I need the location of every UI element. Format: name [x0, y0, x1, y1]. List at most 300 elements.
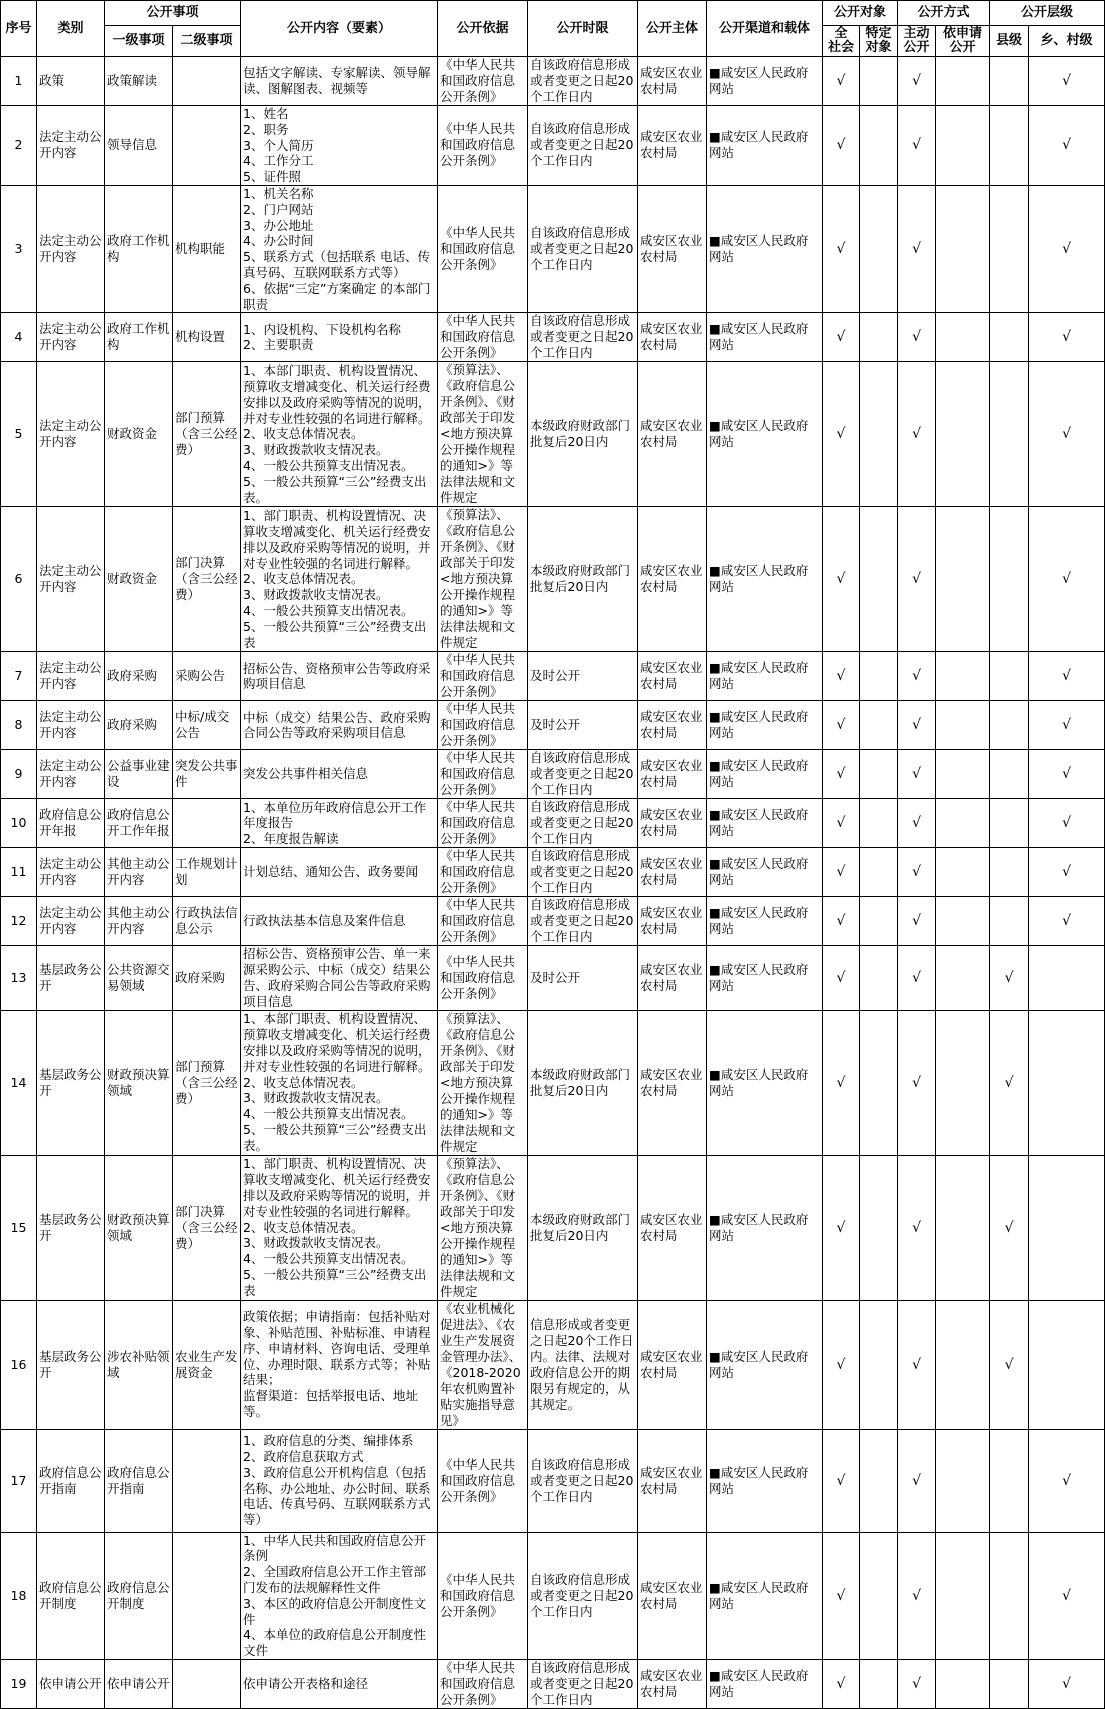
row-content: 政策依据；申请指南：包括补贴对象、补贴范围、补贴标准、申请程序、申请材料、咨询电话、受理单位、办理时限、联系方式等；补贴结果； 监督渠道：包括举报电话、地址等。	[241, 1300, 438, 1429]
row-basis: 《中华人民共和国政府信息公开条例》	[438, 799, 528, 848]
row-time-limit: 自该政府信息形成或者变更之日起20个工作日内	[528, 799, 638, 848]
row-level-town: √	[1029, 362, 1105, 507]
row-time-limit: 自该政府信息形成或者变更之日起20个工作日内	[528, 1659, 638, 1708]
row-level-county	[990, 313, 1029, 362]
row-method-active: √	[898, 1300, 936, 1429]
row-time-limit: 本级政府财政部门批复后20日内	[528, 1155, 638, 1300]
row-method-request	[936, 1659, 990, 1708]
table-row	[1, 848, 1105, 897]
row-content: 1、部门职责、机构设置情况、决算收支增减变化、机关运行经费安排以及政府采购等情况的说明，并对专业性较强的名词进行解释。 2、收支总体情况表。 3、财政拨款收支情况表。 4、一般公共预算支出情况表。 5、一般公共预算“三公”经费支出表	[241, 1155, 438, 1300]
row-seq: 2	[1, 106, 37, 186]
row-subject: 咸安区农业农村局	[638, 946, 707, 1010]
header-level: 公开层级	[990, 1, 1105, 26]
table-row	[1, 1659, 1105, 1708]
table-row	[1, 1155, 1105, 1300]
row-subject: 咸安区农业农村局	[638, 1010, 707, 1155]
row-target-specific	[860, 1659, 898, 1708]
row-method-active: √	[898, 1155, 936, 1300]
row-channel: ■咸安区人民政府网站	[707, 1155, 823, 1300]
row-target-all: √	[823, 313, 860, 362]
row-level-town: √	[1029, 897, 1105, 946]
row-channel: ■咸安区人民政府网站	[707, 1300, 823, 1429]
row-content: 1、本单位历年政府信息公开工作年度报告 2、年度报告解读	[241, 799, 438, 848]
row-method-active: √	[898, 507, 936, 652]
row-target-specific	[860, 57, 898, 106]
header-target: 公开对象	[823, 1, 898, 26]
row-target-specific	[860, 106, 898, 186]
row-content: 1、中华人民共和国政府信息公开条例 2、全国政府信息公开工作主管部门发布的法规解释性文件 3、本区的政府信息公开制度性文件 4、本单位的政府信息公开制度性文件	[241, 1532, 438, 1659]
row-level-town: √	[1029, 1659, 1105, 1708]
row-target-all: √	[823, 362, 860, 507]
row-content: 1、机关名称 2、门户网站 3、办公地址 4、办公时间 5、联系方式（包括联系 电话、传真号码、互联网联系方式等） 6、依据“三定”方案确定 的本部门职责	[241, 185, 438, 312]
row-time-limit: 自该政府信息形成或者变更之日起20个工作日内	[528, 897, 638, 946]
header-level2: 二级事项	[173, 26, 241, 57]
row-basis: 《中华人民共和国政府信息公开条例》	[438, 750, 528, 799]
header-method-active: 主动 公开	[898, 26, 936, 57]
row-level1: 财政资金	[105, 362, 173, 507]
row-method-active: √	[898, 1429, 936, 1532]
row-level1: 财政预决算领域	[105, 1155, 173, 1300]
row-channel: ■咸安区人民政府网站	[707, 652, 823, 701]
row-subject: 咸安区农业农村局	[638, 57, 707, 106]
row-channel: ■咸安区人民政府网站	[707, 185, 823, 312]
row-content: 1、内设机构、下设机构名称 2、主要职责	[241, 313, 438, 362]
row-level1: 政府工作机构	[105, 185, 173, 312]
header-subject: 公开主体	[638, 1, 707, 57]
row-level2	[173, 1659, 241, 1708]
row-method-request	[936, 362, 990, 507]
row-target-all: √	[823, 701, 860, 750]
row-channel: ■咸安区人民政府网站	[707, 1010, 823, 1155]
row-channel: ■咸安区人民政府网站	[707, 362, 823, 507]
row-subject: 咸安区农业农村局	[638, 362, 707, 507]
row-category: 基层政务公开	[37, 1155, 105, 1300]
row-target-all: √	[823, 1429, 860, 1532]
row-level-county	[990, 57, 1029, 106]
row-level-town: √	[1029, 799, 1105, 848]
row-seq: 9	[1, 750, 37, 799]
row-seq: 3	[1, 185, 37, 312]
row-category: 政府信息公开制度	[37, 1532, 105, 1659]
row-basis: 《预算法》、《政府信息公开条例》、《财政部关于印发<地方预决算公开操作规程的通知>》等法律法规和文件规定	[438, 507, 528, 652]
row-category: 基层政务公开	[37, 1010, 105, 1155]
row-level-town	[1029, 946, 1105, 1010]
row-time-limit: 信息形成或者变更之日起20个工作日内。法律、法规对政府信息公开的期限另有规定的，从其规定。	[528, 1300, 638, 1429]
row-method-request	[936, 57, 990, 106]
row-level-county	[990, 1429, 1029, 1532]
row-method-request	[936, 1300, 990, 1429]
row-seq: 13	[1, 946, 37, 1010]
row-target-specific	[860, 848, 898, 897]
row-level2	[173, 1429, 241, 1532]
header-level1: 一级事项	[105, 26, 173, 57]
row-channel: ■咸安区人民政府网站	[707, 507, 823, 652]
row-target-specific	[860, 313, 898, 362]
row-level2: 机构设置	[173, 313, 241, 362]
row-time-limit: 自该政府信息形成或者变更之日起20个工作日内	[528, 750, 638, 799]
row-level1: 公共资源交易领域	[105, 946, 173, 1010]
row-level-county: √	[990, 946, 1029, 1010]
row-time-limit: 自该政府信息形成或者变更之日起20个工作日内	[528, 1429, 638, 1532]
row-target-all: √	[823, 57, 860, 106]
table-row	[1, 652, 1105, 701]
header-channel: 公开渠道和载体	[707, 1, 823, 57]
table-row	[1, 185, 1105, 312]
row-level2: 采购公告	[173, 652, 241, 701]
row-content: 1、政府信息的分类、编排体系 2、政府信息获取方式 3、政府信息公开机构信息（包括名称、办公地址、办公时间、联系电话、传真号码、互联网联系方式等）	[241, 1429, 438, 1532]
row-target-all: √	[823, 1532, 860, 1659]
row-method-active: √	[898, 362, 936, 507]
row-content: 中标（成交）结果公告、政府采购合同公告等政府采购项目信息	[241, 701, 438, 750]
row-seq: 12	[1, 897, 37, 946]
row-subject: 咸安区农业农村局	[638, 897, 707, 946]
table-row	[1, 946, 1105, 1010]
row-method-active: √	[898, 1532, 936, 1659]
row-level2: 部门决算（含三公经费）	[173, 507, 241, 652]
row-time-limit: 自该政府信息形成或者变更之日起20个工作日内	[528, 313, 638, 362]
row-channel: ■咸安区人民政府网站	[707, 313, 823, 362]
row-level1: 政府采购	[105, 701, 173, 750]
row-category: 法定主动公开内容	[37, 848, 105, 897]
row-method-request	[936, 946, 990, 1010]
row-subject: 咸安区农业农村局	[638, 185, 707, 312]
row-category: 政策	[37, 57, 105, 106]
row-level-county	[990, 1659, 1029, 1708]
row-level-town: √	[1029, 185, 1105, 312]
row-level1: 其他主动公开内容	[105, 897, 173, 946]
row-basis: 《中华人民共和国政府信息公开条例》	[438, 701, 528, 750]
row-channel: ■咸安区人民政府网站	[707, 946, 823, 1010]
row-method-request	[936, 897, 990, 946]
row-level2: 机构职能	[173, 185, 241, 312]
row-target-specific	[860, 750, 898, 799]
row-target-all: √	[823, 848, 860, 897]
header-method-request: 依申请 公开	[936, 26, 990, 57]
table-row	[1, 1300, 1105, 1429]
table-header	[1, 1, 1105, 57]
row-target-specific	[860, 946, 898, 1010]
row-target-specific	[860, 185, 898, 312]
row-level-town: √	[1029, 313, 1105, 362]
row-channel: ■咸安区人民政府网站	[707, 897, 823, 946]
row-target-all: √	[823, 652, 860, 701]
row-level1: 政府信息公开指南	[105, 1429, 173, 1532]
row-method-request	[936, 1429, 990, 1532]
row-seq: 5	[1, 362, 37, 507]
row-seq: 10	[1, 799, 37, 848]
row-level2: 部门预算（含三公经费）	[173, 362, 241, 507]
row-level2: 部门决算（含三公经费）	[173, 1155, 241, 1300]
row-level2: 政府采购	[173, 946, 241, 1010]
row-basis: 《中华人民共和国政府信息公开条例》	[438, 848, 528, 897]
row-category: 法定主动公开内容	[37, 507, 105, 652]
row-category: 法定主动公开内容	[37, 652, 105, 701]
row-level-county	[990, 750, 1029, 799]
row-target-all: √	[823, 1300, 860, 1429]
row-target-specific	[860, 1010, 898, 1155]
row-time-limit: 及时公开	[528, 701, 638, 750]
row-target-specific	[860, 362, 898, 507]
row-content: 1、部门职责、机构设置情况、决算收支增减变化、机关运行经费安排以及政府采购等情况的说明，并对专业性较强的名词进行解释。 2、收支总体情况表。 3、财政拨款收支情况表。 4、一般公共预算支出情况表。 5、一般公共预算“三公”经费支出表	[241, 507, 438, 652]
row-level-town: √	[1029, 1532, 1105, 1659]
row-basis: 《中华人民共和国政府信息公开条例》	[438, 1532, 528, 1659]
table-row	[1, 750, 1105, 799]
header-category: 类别	[37, 1, 105, 57]
row-subject: 咸安区农业农村局	[638, 799, 707, 848]
row-target-all: √	[823, 185, 860, 312]
row-target-specific	[860, 1429, 898, 1532]
header-seq: 序号	[1, 1, 37, 57]
row-level1: 涉农补贴领域	[105, 1300, 173, 1429]
row-level2: 中标/成交公告	[173, 701, 241, 750]
row-level-county	[990, 701, 1029, 750]
row-level-county	[990, 848, 1029, 897]
row-level2	[173, 106, 241, 186]
row-channel: ■咸安区人民政府网站	[707, 57, 823, 106]
row-level1: 政策解读	[105, 57, 173, 106]
row-level1: 政府工作机构	[105, 313, 173, 362]
row-time-limit: 本级政府财政部门批复后20日内	[528, 1010, 638, 1155]
row-time-limit: 及时公开	[528, 652, 638, 701]
row-category: 政府信息公开指南	[37, 1429, 105, 1532]
row-time-limit: 本级政府财政部门批复后20日内	[528, 362, 638, 507]
row-seq: 16	[1, 1300, 37, 1429]
row-channel: ■咸安区人民政府网站	[707, 848, 823, 897]
row-target-all: √	[823, 946, 860, 1010]
row-time-limit: 自该政府信息形成或者变更之日起20个工作日内	[528, 848, 638, 897]
row-level2: 工作规划计划	[173, 848, 241, 897]
table-row	[1, 106, 1105, 186]
row-level2	[173, 1532, 241, 1659]
row-category: 法定主动公开内容	[37, 106, 105, 186]
row-seq: 7	[1, 652, 37, 701]
row-level-town: √	[1029, 750, 1105, 799]
row-target-specific	[860, 701, 898, 750]
row-category: 依申请公开	[37, 1659, 105, 1708]
row-target-all: √	[823, 106, 860, 186]
row-level-county	[990, 106, 1029, 186]
row-seq: 4	[1, 313, 37, 362]
row-method-active: √	[898, 799, 936, 848]
table-row	[1, 507, 1105, 652]
row-method-active: √	[898, 313, 936, 362]
row-channel: ■咸安区人民政府网站	[707, 701, 823, 750]
row-category: 政府信息公开年报	[37, 799, 105, 848]
row-seq: 15	[1, 1155, 37, 1300]
row-method-request	[936, 185, 990, 312]
row-level-county	[990, 652, 1029, 701]
table-row	[1, 57, 1105, 106]
row-category: 法定主动公开内容	[37, 897, 105, 946]
row-seq: 8	[1, 701, 37, 750]
row-time-limit: 及时公开	[528, 946, 638, 1010]
row-content: 依申请公开表格和途径	[241, 1659, 438, 1708]
row-subject: 咸安区农业农村局	[638, 1429, 707, 1532]
header-target-all: 全 社会	[823, 26, 860, 57]
row-method-active: √	[898, 185, 936, 312]
row-method-request	[936, 1155, 990, 1300]
row-basis: 《中华人民共和国政府信息公开条例》	[438, 185, 528, 312]
row-level-town	[1029, 1010, 1105, 1155]
row-method-request	[936, 313, 990, 362]
row-subject: 咸安区农业农村局	[638, 848, 707, 897]
table-body	[1, 57, 1105, 1709]
row-target-all: √	[823, 897, 860, 946]
row-target-all: √	[823, 507, 860, 652]
row-method-active: √	[898, 1010, 936, 1155]
header-content: 公开内容（要素）	[241, 1, 438, 57]
row-basis: 《预算法》、《政府信息公开条例》、《财政部关于印发<地方预决算公开操作规程的通知>》等法律法规和文件规定	[438, 1010, 528, 1155]
row-level1: 依申请公开	[105, 1659, 173, 1708]
row-method-active: √	[898, 750, 936, 799]
row-subject: 咸安区农业农村局	[638, 507, 707, 652]
row-channel: ■咸安区人民政府网站	[707, 1532, 823, 1659]
row-level-town: √	[1029, 652, 1105, 701]
row-level-county: √	[990, 1010, 1029, 1155]
row-level-town: √	[1029, 848, 1105, 897]
row-level-county: √	[990, 1155, 1029, 1300]
row-basis: 《中华人民共和国政府信息公开条例》	[438, 1429, 528, 1532]
row-content: 招标公告、资格预审公告等政府采购项目信息	[241, 652, 438, 701]
row-subject: 咸安区农业农村局	[638, 106, 707, 186]
row-target-specific	[860, 507, 898, 652]
row-level-county	[990, 362, 1029, 507]
row-level2	[173, 799, 241, 848]
row-level-county	[990, 799, 1029, 848]
row-seq: 18	[1, 1532, 37, 1659]
row-basis: 《预算法》、《政府信息公开条例》、《财政部关于印发<地方预决算公开操作规程的通知>》等法律法规和文件规定	[438, 362, 528, 507]
row-content: 1、本部门职责、机构设置情况、预算收支增减变化、机关运行经费安排以及政府采购等情况的说明，并对专业性较强的名词进行解释。 2、收支总体情况表。 3、财政拨款收支情况表。 4、一般公共预算支出情况表。 5、一般公共预算“三公”经费支出表。	[241, 1010, 438, 1155]
row-time-limit: 自该政府信息形成或者变更之日起20个工作日内	[528, 1532, 638, 1659]
row-channel: ■咸安区人民政府网站	[707, 106, 823, 186]
row-subject: 咸安区农业农村局	[638, 750, 707, 799]
header-level-county: 县级	[990, 26, 1029, 57]
header-matters: 公开事项	[105, 1, 241, 26]
row-target-all: √	[823, 750, 860, 799]
row-level1: 政府信息公开制度	[105, 1532, 173, 1659]
row-target-all: √	[823, 1010, 860, 1155]
row-level1: 财政资金	[105, 507, 173, 652]
row-method-active: √	[898, 106, 936, 186]
row-subject: 咸安区农业农村局	[638, 1155, 707, 1300]
row-basis: 《中华人民共和国政府信息公开条例》	[438, 652, 528, 701]
row-category: 法定主动公开内容	[37, 750, 105, 799]
row-category: 法定主动公开内容	[37, 313, 105, 362]
row-content: 1、本部门职责、机构设置情况、预算收支增减变化、机关运行经费安排以及政府采购等情况的说明，并对专业性较强的名词进行解释。 2、收支总体情况表。 3、财政拨款收支情况表。 4、一般公共预算支出情况表。 5、一般公共预算“三公”经费支出表。	[241, 362, 438, 507]
row-category: 法定主动公开内容	[37, 185, 105, 312]
row-level1: 公益事业建设	[105, 750, 173, 799]
header-basis: 公开依据	[438, 1, 528, 57]
row-basis: 《中华人民共和国政府信息公开条例》	[438, 897, 528, 946]
table-row	[1, 1429, 1105, 1532]
row-level1: 领导信息	[105, 106, 173, 186]
row-method-request	[936, 1010, 990, 1155]
row-target-all: √	[823, 1659, 860, 1708]
row-category: 法定主动公开内容	[37, 362, 105, 507]
row-subject: 咸安区农业农村局	[638, 1532, 707, 1659]
row-content: 招标公告、资格预审公告、单一来源采购公示、中标（成交）结果公告、政府采购合同公告等政府采购项目信息	[241, 946, 438, 1010]
row-category: 基层政务公开	[37, 1300, 105, 1429]
row-level-town	[1029, 1155, 1105, 1300]
row-level1: 政府信息公开工作年报	[105, 799, 173, 848]
table-row	[1, 1010, 1105, 1155]
row-subject: 咸安区农业农村局	[638, 701, 707, 750]
row-method-request	[936, 652, 990, 701]
row-target-specific	[860, 652, 898, 701]
row-method-request	[936, 1532, 990, 1659]
row-method-active: √	[898, 57, 936, 106]
row-method-active: √	[898, 946, 936, 1010]
row-content: 包括文字解读、专家解读、领导解读、图解图表、视频等	[241, 57, 438, 106]
row-target-specific	[860, 799, 898, 848]
row-time-limit: 自该政府信息形成或者变更之日起20个工作日内	[528, 57, 638, 106]
row-method-request	[936, 106, 990, 186]
row-level-town: √	[1029, 507, 1105, 652]
row-target-specific	[860, 1300, 898, 1429]
row-level-county	[990, 507, 1029, 652]
row-level1: 财政预决算领域	[105, 1010, 173, 1155]
row-level2: 行政执法信息公示	[173, 897, 241, 946]
row-level-county	[990, 897, 1029, 946]
table-row	[1, 1532, 1105, 1659]
row-basis: 《中华人民共和国政府信息公开条例》	[438, 313, 528, 362]
row-basis: 《中华人民共和国政府信息公开条例》	[438, 1659, 528, 1708]
row-method-request	[936, 799, 990, 848]
row-target-specific	[860, 897, 898, 946]
row-basis: 《中华人民共和国政府信息公开条例》	[438, 946, 528, 1010]
row-method-request	[936, 507, 990, 652]
row-content: 行政执法基本信息及案件信息	[241, 897, 438, 946]
row-target-specific	[860, 1532, 898, 1659]
row-method-request	[936, 750, 990, 799]
row-seq: 14	[1, 1010, 37, 1155]
header-target-specific: 特定 对象	[860, 26, 898, 57]
row-target-all: √	[823, 799, 860, 848]
row-level1: 其他主动公开内容	[105, 848, 173, 897]
row-method-active: √	[898, 701, 936, 750]
row-level2	[173, 57, 241, 106]
row-level-county	[990, 185, 1029, 312]
row-time-limit: 本级政府财政部门批复后20日内	[528, 507, 638, 652]
row-level2: 农业生产发展资金	[173, 1300, 241, 1429]
row-channel: ■咸安区人民政府网站	[707, 799, 823, 848]
row-seq: 11	[1, 848, 37, 897]
row-seq: 19	[1, 1659, 37, 1708]
row-level-town: √	[1029, 106, 1105, 186]
row-level1: 政府采购	[105, 652, 173, 701]
table-row	[1, 799, 1105, 848]
row-level-town: √	[1029, 701, 1105, 750]
row-subject: 咸安区农业农村局	[638, 652, 707, 701]
table-row	[1, 897, 1105, 946]
row-basis: 《中华人民共和国政府信息公开条例》	[438, 106, 528, 186]
row-category: 法定主动公开内容	[37, 701, 105, 750]
row-subject: 咸安区农业农村局	[638, 1300, 707, 1429]
row-channel: ■咸安区人民政府网站	[707, 750, 823, 799]
row-level-town	[1029, 1300, 1105, 1429]
row-basis: 《预算法》、《政府信息公开条例》、《财政部关于印发<地方预决算公开操作规程的通知>》等法律法规和文件规定	[438, 1155, 528, 1300]
row-category: 基层政务公开	[37, 946, 105, 1010]
row-seq: 17	[1, 1429, 37, 1532]
row-level-town: √	[1029, 1429, 1105, 1532]
row-time-limit: 自该政府信息形成或者变更之日起20个工作日内	[528, 106, 638, 186]
row-level-town: √	[1029, 57, 1105, 106]
row-content: 1、姓名 2、职务 3、个人简历 4、工作分工 5、证件照	[241, 106, 438, 186]
row-seq: 6	[1, 507, 37, 652]
row-level2: 部门预算（含三公经费）	[173, 1010, 241, 1155]
table-row	[1, 313, 1105, 362]
row-time-limit: 自该政府信息形成或者变更之日起20个工作日内	[528, 185, 638, 312]
